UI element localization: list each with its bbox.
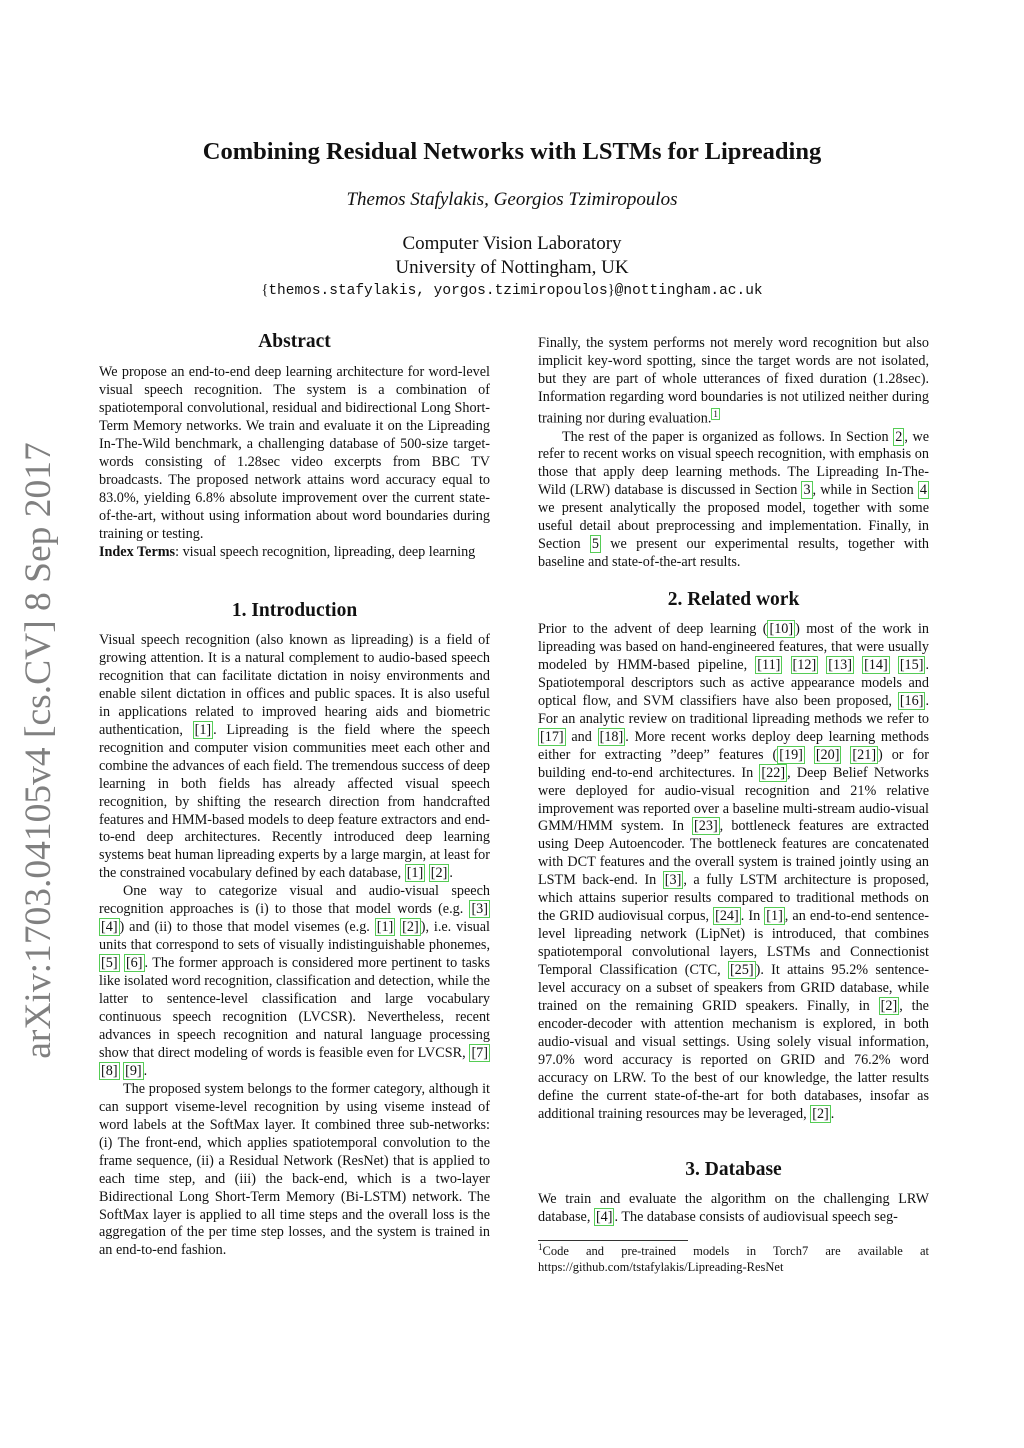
email-usernames: themos.stafylakis, yorgos.tzimiropoulos: [268, 283, 608, 299]
index-terms-text: : visual speech recognition, lipreading, deep learning: [175, 543, 476, 560]
paper-title: Combining Residual Networks with LSTMs for Lipreading: [202, 138, 822, 165]
citation-link[interactable]: [15]: [899, 656, 924, 673]
citation-link[interactable]: [8]: [101, 1062, 118, 1079]
citation-link[interactable]: [20]: [815, 746, 840, 763]
intro-paragraph-5: The rest of the paper is organized as follows. In Section 2 , we refer to recent works on visual speech recognition, with emphasis on those that apply deep learning methods. The Lipreading In-The-Wild (LRW) database is discussed in Section 3 , while in Section 4 we present analytically the proposed model, together with some useful detail about preprocessing and implementation. Finally, in Section 5 we present our experimental results, together with baseline and state-of-the-art results.: [538, 428, 930, 571]
database-heading: 3. Database: [685, 1159, 782, 1180]
citation-link[interactable]: [3]: [664, 872, 682, 889]
citation-link[interactable]: [2]: [812, 1105, 829, 1122]
citation-link[interactable]: [11]: [757, 656, 781, 673]
citation-link[interactable]: [1]: [766, 908, 783, 925]
citation-link[interactable]: [10]: [769, 621, 794, 637]
citation-link[interactable]: [2]: [402, 919, 419, 936]
related-work-body: [538, 621, 929, 1124]
footnote: [538, 1241, 929, 1275]
citation-link[interactable]: [12]: [792, 656, 817, 673]
database-body: [538, 1191, 929, 1227]
index-terms-label: Index Terms: [99, 543, 176, 560]
footnote-text: Code and pre-trained models in Torch7 are available at https://github.com/tstafylakis/Lipreading-ResNet: [538, 1244, 929, 1274]
intro-paragraph-4: Finally, the system performs not merely word recognition but also implicit key-word spotting, since the target words are not isolated, but they are part of whole utterances of fixed duration (1.28sec). Information regarding word boundaries is not utilized neither during training nor during evaluation. $^1$: [538, 335, 929, 427]
citation-link[interactable]: [13]: [828, 656, 852, 673]
citation-link[interactable]: [1]: [406, 865, 424, 882]
citation-link[interactable]: [2]: [430, 865, 448, 882]
citation-link[interactable]: [19]: [779, 746, 803, 763]
citation-link[interactable]: [7]: [471, 1044, 488, 1061]
citation-link[interactable]: [14]: [864, 656, 888, 673]
section-link[interactable]: 4: [919, 482, 927, 499]
citation-link[interactable]: [4]: [595, 1208, 613, 1225]
university-name: University of Nottingham, UK: [395, 257, 629, 278]
index-terms: [99, 544, 490, 562]
citation-link[interactable]: [1]: [376, 919, 394, 936]
introduction-heading: 1. Introduction: [231, 600, 358, 621]
citation-link[interactable]: [2]: [880, 998, 898, 1015]
citation-link[interactable]: [24]: [715, 908, 739, 925]
citation-link[interactable]: [3]: [471, 901, 488, 918]
affiliation: [0, 232, 1024, 280]
citation-link[interactable]: [6]: [125, 955, 143, 972]
citation-link[interactable]: [25]: [729, 962, 754, 979]
citation-link[interactable]: [9]: [125, 1062, 142, 1079]
abstract-heading: Abstract: [258, 331, 331, 352]
footnote-divider: [538, 1240, 688, 1241]
section-link[interactable]: 2: [895, 428, 903, 445]
email-brace-open: {: [261, 282, 269, 298]
section-link[interactable]: 5: [591, 536, 599, 553]
citation-link[interactable]: [23]: [694, 818, 718, 835]
related-work-heading: 2. Related work: [667, 589, 800, 610]
intro-paragraph-3: The proposed system belongs to the former category, although it can support viseme-level recognition by using viseme instead of word labels at the SoftMax layer. It combined three sub-networks: (i) The front-end, which applies spatiotemporal convolution to the frame sequence, (ii) a Residual Network (ResNet) that is applied to each time step, and (iii) the back-end, which is a two-layer Bidirectional Long Short-Term Memory (Bi-LSTM) network. The SoftMax layer is applied to all time steps and the overall loss is the aggregation of the per time step losses, and the system is trained in an end-to-end fashion.: [99, 1080, 490, 1259]
section-link[interactable]: 3: [803, 482, 811, 499]
footnote-link[interactable]: 1: [713, 408, 718, 419]
citation-link[interactable]: [18]: [599, 728, 624, 745]
citation-link[interactable]: [1]: [194, 721, 212, 738]
abstract-text: We propose an end-to-end deep learning architecture for word-level visual speech recognition. The system is a combination of spatiotemporal convolutional, residual and bidirectional Long Short-Term Memory networks. We train and evaluate it on the Lipreading In-The-Wild benchmark, a challenging database of 500-size target-words consisting of 1.28sec video excerpts from BBC TV broadcasts. The proposed network attains word accuracy equal to 83.0%, yielding 6.8% absolute improvement over the current state-of-the-art, without using information about word boundaries during training or testing.: [99, 364, 490, 542]
intro-continued-body: [538, 335, 929, 572]
paper-authors: Themos Stafylakis, Georgios Tzimiropoulos: [346, 189, 678, 210]
database-paragraph: We train and evaluate the algorithm on the challenging LRW database, [4] . The database consists of audiovisual speech seg-: [538, 1191, 929, 1225]
citation-link[interactable]: [16]: [899, 692, 924, 709]
email-domain: @nottingham.ac.uk: [614, 283, 763, 299]
citation-link[interactable]: [5]: [101, 955, 118, 972]
footnote-number: 1: [538, 1241, 543, 1252]
abstract-body: [99, 364, 490, 561]
citation-link[interactable]: [17]: [540, 728, 564, 745]
citation-link[interactable]: [4]: [101, 919, 118, 936]
related-paragraph: Prior to the advent of deep learning ( [10] ) most of the work in lipreading was based on hand-engineered features, that were usually modeled by HMM-based pipeline, [11] [12] [13] [14] [15] . Spatiotemporal descriptors such as active appearance models and optical flow, and SVM classifiers have also been proposed, [16] . For an analytic review on traditional lipreading methods we refer to [17] and [18] . More recent works deploy deep learning methods either for extracting ”deep” features ( [19] [20] [21] ) or for building end-to-end architectures. In [22] , Deep Belief Networks were deployed for audio-visual recognition and 21% relative improvement was reported over a baseline multi-stream audio-visual GMM/HMM system. In [23] , bottleneck features are extracted using Deep Autoencoder. The bottleneck features are concatenated with DCT features and the overall system is trained jointly using an LSTM back-end. In [3] , a fully LSTM architecture is proposed, which attains superior results compared to traditional methods on the GRID audiovisual corpus, [24] . In [1] , an end-to-end sentence-level lipreading network (LipNet) is introduced, that combines spatiotemporal convolutional layers, LSTMs and Connectionist Temporal Classification (CTC, [25] ). It attains 95.2% sentence-level accuracy on a subset of speakers from GRID database, while trained on the remaining GRID speakers. Finally, in [2] , the encoder-decoder with attention mechanism is explored, in both audio-visual and visual settings. Using solely visual information, 97.0% word accuracy is reported on GRID and 76.2% word accuracy on LRW. To the best of our knowledge, the latter results define the current state-of-the-art for both databases, insofar as additional training resources may be leveraged, [2] .: [538, 621, 930, 1122]
citation-link[interactable]: [21]: [852, 746, 877, 763]
intro-paragraph-2: One way to categorize visual and audio-visual speech recognition approaches is (i) to those that model words (e.g. [3] [4] ) and (ii) to those that model visemes (e.g. [1] [2] ), i.e. visual units that correspond to sets of visually indistinguishable phonemes, [5] [6] . The former approach is considered more pertinent to tasks like isolated word recognition, classification and detection, while the latter to sentence-level classification and large vocabulary continuous speech recognition (LVCSR). Nevertheless, recent advances in speech recognition and natural language processing show that direct modeling of words is feasible even for LVCSR, [7] [8] [9] .: [99, 883, 490, 1079]
introduction-body: [99, 632, 490, 1260]
email-brace-close: }: [607, 282, 615, 298]
intro-paragraph-1: Visual speech recognition (also known as lipreading) is a field of growing attention. It is a natural complement to audio-based speech recognition that can facilitate dictation in noisy environments and enable silent dictation in offices and public spaces. It is also useful in applications related to improved hearing aids and biometric authentication, [1] . Lipreading is the field where the speech recognition and computer vision communities meet each other and combine the advances of each field. The tremendous success of deep learning in both fields has already affected visual speech recognition, by shifting the research direction from handcrafted features and HMM-based models to deep feature extractors and end-to-end deep architectures. Recently introduced deep learning systems beat human lipreading experts by a large margin, at least for the constrained vocabulary defined by each database, [1] [2] .: [99, 632, 490, 882]
arxiv-stamp: [17, 441, 59, 1059]
lab-name: Computer Vision Laboratory: [402, 233, 622, 254]
citation-link[interactable]: [22]: [761, 764, 786, 781]
arxiv-identifier: arXiv:1703.04105v4 [cs.CV] 8 Sep 2017: [17, 441, 59, 1059]
author-emails[interactable]: [0, 282, 1024, 299]
